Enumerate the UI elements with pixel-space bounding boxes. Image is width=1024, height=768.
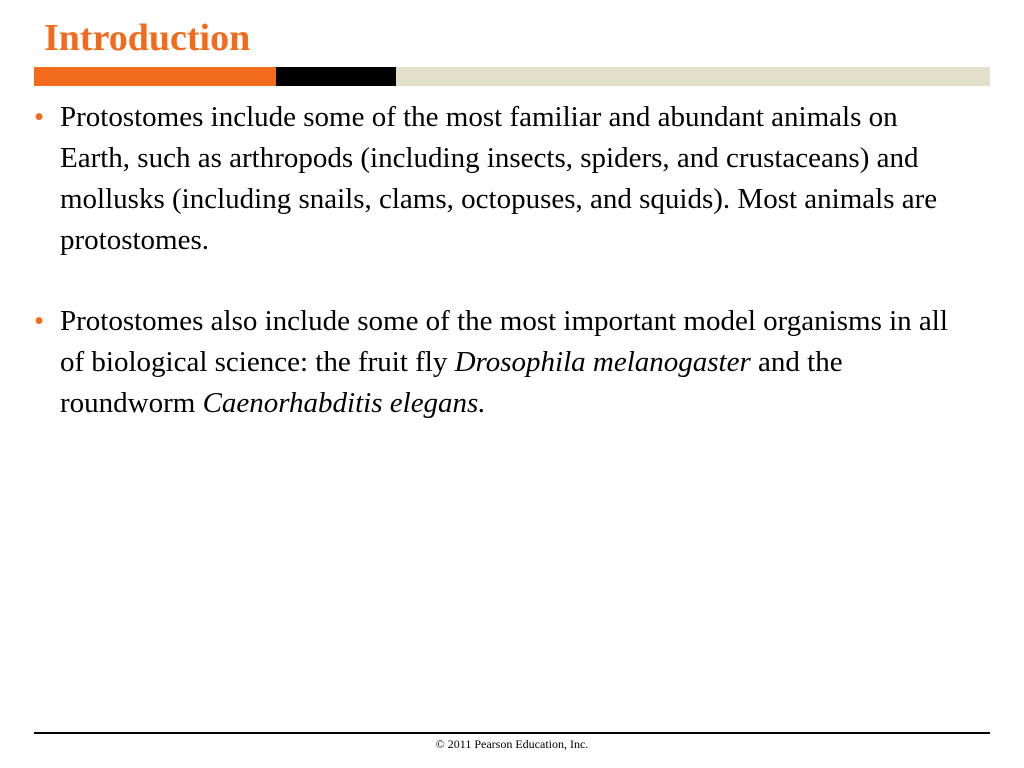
bullet-item-model-organisms — [34, 301, 974, 424]
title-bar-tan-segment — [396, 67, 990, 86]
title-divider-bar — [34, 67, 990, 86]
bullet-text: Protostomes also include some of the most important model organisms in all of biological science: the fruit fly — [60, 305, 948, 378]
copyright-footer: © 2011 Pearson Education, Inc. — [435, 737, 589, 751]
bullet-item-protostomes-familiar — [34, 97, 974, 261]
species-name-drosophila: Drosophila melanogaster — [454, 346, 751, 378]
slide-title: Introduction — [44, 17, 251, 59]
bullet-text: Protostomes include some of the most familiar and abundant animals on Earth, such as arthropods (including insects, spiders, and crustaceans) and mollusks (including snails, clams, octopuses, and squids). Most animals are protostomes. — [60, 101, 938, 256]
title-bar-orange-segment — [34, 67, 276, 86]
species-name-caenorhabditis: Caenorhabditis elegans. — [202, 387, 486, 419]
bullet-marker: • — [34, 101, 45, 133]
bullet-text-continued: and the roundworm — [60, 346, 843, 419]
bullet-list — [34, 97, 974, 424]
bullet-marker: • — [34, 305, 45, 337]
title-bar-black-segment — [276, 67, 396, 86]
footer-divider — [34, 732, 990, 734]
